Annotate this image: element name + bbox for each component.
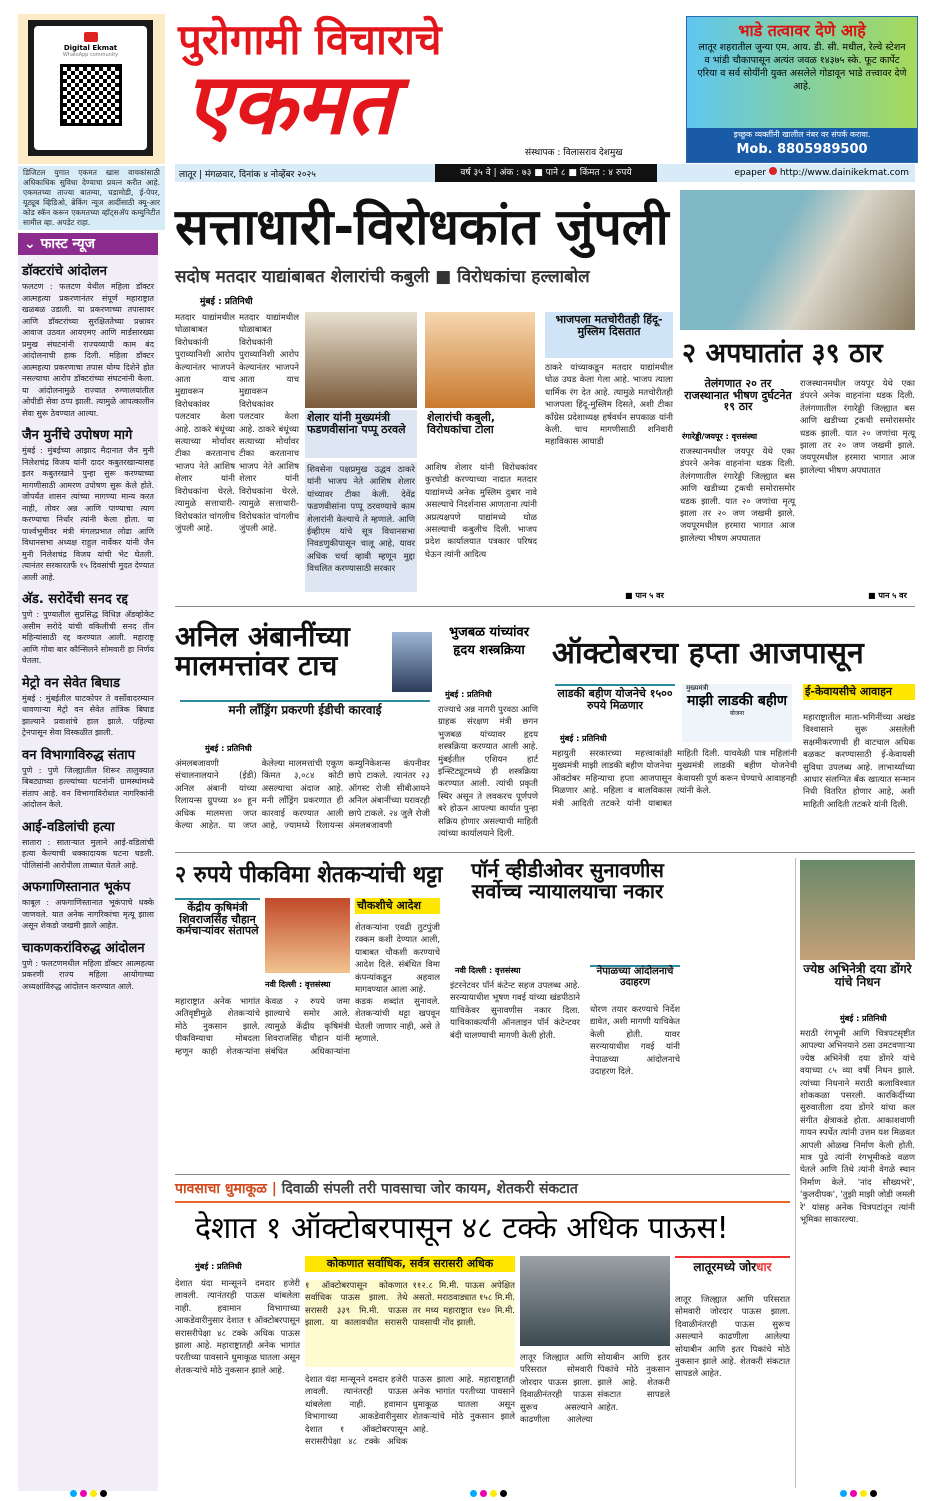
rain-kicker-text: दिवाळी संपली तरी पावसाचा जोर कायम, शेतकरी संकटात [281,1181,578,1197]
ekmat-logo-icon [84,32,98,42]
anil-ambani-photo [392,632,432,692]
pikvima-byline: नवी दिल्ली : वृत्तसंस्था [265,980,331,989]
accident-jump: ■ पान ५ वर [868,591,907,600]
rain-body-2: देशात यंदा मान्सूनने दमदार हजेरी लावली. त्यानंतरही पाऊस थांबलेला नाही. हवामान विभागाच्या आकडेवारीनुसार देशात १ ऑक्टोबरपासून सरासरीपेक्षा ४८ टक्के अधिक पाऊस झाला आहे. महाराष्ट्रातही अनेक भागांत परतीच्या पावसाने धुमाकूळ घातला असून शेतकऱ्यांचे मोठे नुकसान झाले आहे. [305,1375,515,1448]
lead-subhead: सदोष मतदार याद्यांबाबत शेलारांची कबुली ■ विरोधकांचा हल्लाबोल [175,267,590,287]
fast-news-body: फलटण : फलटण येथील महिला डॉक्टर आत्महत्या प्रकरणानंतर संपूर्ण महाराष्ट्रात खळबळ उडाली. या प्रकरणाच्या तपासावर आणि डॉक्टरांच्या सुरक्षिततेच्या प्रश्नावर आवाज उठवत आयएमए आणि मार्डसारख्या प्रमुख संघटनांनी राज्यव्यापी काम बंद आंदोलनाची हाक दिली. महिला डॉक्टर आत्महत्या प्रकरणाचा तपास योग्य दिशेने होत नसल्याचा आरोप डॉक्टरांच्या संघटनांनी केला. या आंदोलनामुळे राज्यात रुग्णालयांतील ओपीडी सेवा ठप्प झाली. त्यामुळे आपत्कालीन सेवा सुरू ठेवण्यात आल्या. [22,282,154,418]
inquiry-body: शेतकऱ्यांना एवढी तुटपुंजी रक्कम कशी देण्यात आली, याबाबत चौकशी करण्याचे आदेश दिले. संबंधित विमा कंपन्यांकडून अहवाल मागवण्यात आला आहे. [355,923,440,996]
issue-info: वर्ष ३५ वे | अंक : ७३ ■ पाने ८ ■ किंमत : ४ रुपये [435,164,657,182]
fast-news-header [18,233,158,255]
rain-kicker-line: पावसाचा धुमाकूळ | दिवाळी संपली तरी पावसाचा जोर कायम, शेतकरी संकटात [175,1181,578,1197]
masthead-tagline: पुरोगामी विचाराचे [178,15,442,64]
rain-kicker [175,1180,790,1203]
accident-headline: २ अपघातांत ३९ ठार [682,338,883,369]
pikvima-headline: २ रुपये पीकविमा शेतकऱ्यांची थट्टा [175,862,443,888]
daya-body: मराठी रंगभूमी आणि चित्रपटसृष्टीत आपल्या अभिनयाने ठसा उमटवणाऱ्या ज्येष्ठ अभिनेत्री दया डोंगरे यांचे वयाच्या ८५ व्या वर्षी निधन झाले. त्यांच्या निधनाने मराठी कलाविश्वात शोककळा पसरली. कारकिर्दीच्या सुरुवातीला दया डोंगरे यांचा कल संगीत क्षेत्राकडे होता. आकाशवाणी गायन स्पर्धेत त्यांनी उत्तम यश मिळवत आपली ओळख निर्माण केली होती. मात्र पुढे त्यांनी रंगभूमीकडे वळण घेतले आणि तिथे त्यांनी वेगळे स्थान निर्माण केले. 'नांद सौख्यभरे', 'कुलदीपक', 'तुझी माझी जोडी जमली रे' यांसह अनेक चित्रपटांतून त्यांनी भूमिका साकारल्या. [800,1029,915,1226]
qr-promo [18,14,165,164]
website-link[interactable]: http://www.dainikekmat.com [779,168,909,178]
fast-news-body: मुंबई : मुंबईच्या आझाद मैदानात जैन मुनी निलेशचंद्र विजय यांनी दादर कबुतरखान्यासह इतर कबुतरखाने पुन्हा सुरू करण्याच्या मागणीसाठी आमरण उपोषण सुरू केले होते. जोपर्यंत शासन त्यांच्या मागण्या मान्य करत नाही, तोवर अन्न आणि पाण्याचा त्याग करण्याचा निर्धार त्यांनी केला होता. या पार्श्वभूमीवर मंत्री मंगलप्रभात लोढा आणि विधानसभा अध्यक्ष राहुल नार्वेकर यांनी जैन मुनी निलेशचंद्र विजय यांची भेट घेतली. त्यानंतर सरकारतर्फे १५ दिवसांची मुदत देण्यात आली आहे. [22,446,154,582]
ekyc-title: ई-केवायसीचे आवाहन [803,684,915,700]
logo-bottom: योजना [729,710,745,717]
bhujbal-body: राज्याचे अन्न नागरी पुरवठा आणि ग्राहक संरक्षण मंत्री छगन भुजबळ यांच्यावर हृदय शस्त्रक्रिया करण्यात आली आहे. मुंबईतील एशियन हार्ट इन्स्टिट्यूटमध्ये ही शस्त्रक्रिया करण्यात आली. त्यांची प्रकृती स्थिर असून ते लवकरच पूर्णपणे बरे होऊन आपल्या कार्यात पुन्हा सक्रिय होणार असल्याची माहिती त्यांच्या कार्यालयाने दिली. [438,705,538,840]
bhujbal-byline: मुंबई : प्रतिनिधी [445,690,492,699]
lead-byline: मुंबई : प्रतिनिधी [200,297,253,307]
ad-body: लातूर शहरातील जुन्या एम. आय. डी. सी. मधील, रेल्वे स्टेशन व भांडी चौकापासून अत्यंत जवळ १४३७५ स्के. फूट कार्पेट एरिया व सर्व सोयींनी युक्त असलेले गोडावून भाडे तत्त्वावर देणे आहे. [697,42,907,92]
accident-subhead: तेलंगणात २० तर राजस्थानात भीषण दुर्घटनेत १९ ठार [684,377,792,414]
fast-news-body: सातारा : साताऱ्यात मुलाने आई-वडिलांची हत्या केल्याची धक्कादायक घटना घडली. पोलिसांनी आरोपीला ताब्यात घेतले आहे. [22,837,154,870]
logo-top: मुख्यमंत्री [686,684,709,692]
latur-body: लातूर जिल्ह्यात आणि परिसरात सोमवारी जोरदार पाऊस झाला. दिवाळीनंतरही पाऊस सुरूच असल्याने काढणीला आलेल्या सोयाबीन आणि इतर पिकांचे मोठे नुकसान झाले आहे. शेतकरी संकटात सापडले आहेत. [520,1353,670,1426]
epaper-icon [769,167,777,175]
ambani-headline: अनिल अंबानींच्या मालमत्तांवर टाच [175,620,350,683]
inquiry-tag: चौकशीचे आदेश [355,898,440,914]
masthead-logo: एकमत [185,55,395,153]
ladki-bahin-logo [682,684,792,742]
rain-body: देशात यंदा मान्सूनने दमदार हजेरी लावली. त्यानंतरही पाऊस थांबलेला नाही. हवामान विभागाच्या आकडेवारीनुसार देशात १ ऑक्टोबरपासून सरासरीपेक्षा ४८ टक्के अधिक पाऊस झाला आहे. महाराष्ट्रातही अनेक भागांत परतीच्या पावसाने धुमाकूळ घातला असून शेतकऱ्यांचे मोठे नुकसान झाले आहे. [175,1279,300,1376]
pikvima-subhead: केंद्रीय कृषिमंत्री शिवराजसिंह चौहान कर्मचाऱ्यांवर संतापले [175,898,260,937]
porn-body: इंटरनेटवर पॉर्न कंटेन्ट सहज उपलब्ध आहे. सरन्यायाधीश भूषण गवई यांच्या खंडपीठाने याचिकेवर सुनावणीस नकार दिला. याचिकाकर्त्यांनी ऑनलाइन पॉर्न कंटेन्टवर बंदी घालण्याची मागणी केली होती. [450,981,580,1041]
ladki-body: महायुती सरकारच्या महत्त्वाकांक्षी मुख्यमंत्री माझी लाडकी बहीण योजनेचा ऑक्टोबर महिन्याचा हप्ता आजपासून मिळणार आहे. महिला व बालविकास मंत्री आदिती तटकरे यांनी याबाबत माहिती दिली. याचवेळी पात्र महिलांनी मुख्यमंत्री लाडकी बहीण योजनेची केवायसी पूर्ण करून घेण्याचे आवाहनही त्यांनी केले. [552,749,797,809]
lead-col2: शिवसेना पक्षप्रमुख उद्धव ठाकरे यांनी भाजप नेते आशिष शेलार यांच्यावर टीका केली. देवेंद्र फडणवीसांना पप्पू ठरवण्याचे काम शेलारांनी केल्याचे ते म्हणाले. आणि ईव्हीएम यांचे सूत्र विधानसभा निवडणुकीपासून चालू आहे, यावर अधिक चर्चा व्हावी म्हणून मुद्दा विचलित करण्यासाठी सरकार [305,462,417,592]
uddhav-thackeray-photo [305,312,417,408]
latur-body-2: लातूर जिल्ह्यात आणि परिसरात सोमवारी जोरदार पाऊस झाला. दिवाळीनंतरही पाऊस सुरूच असल्याने काढणीला आलेल्या सोयाबीन आणि इतर पिकांचे मोठे नुकसान झाले आहे. शेतकरी संकटात सापडले आहेत. [675,1295,790,1380]
fast-news-headline: डॉक्टरांचे आंदोलन [22,264,108,279]
registration-marks [840,1490,877,1497]
daya-headline: ज्येष्ठ अभिनेत्री दया डोंगरे यांचे निधन [803,962,912,989]
pikvima-body: महाराष्ट्रात अनेक भागांत अतिवृष्टीमुळे शेतकऱ्यांचे मोठे नुकसान झाले. पीकविम्याचा मोबदला म्हणून काही शेतकऱ्यांना केवळ २ रुपये जमा झाल्याचे समोर आले. त्यामुळे केंद्रीय कृषिमंत्री शिवराजसिंह चौहान यांनी संबंधित अधिकाऱ्यांना कडक शब्दांत सुनावले. शेतकऱ्यांची थट्टा खपवून घेतली जाणार नाही, असे ते म्हणाले. [175,997,440,1057]
shivraj-chouhan-photo [265,898,350,973]
fast-news-body: पुणे : पुणे जिल्ह्यातील शिरूर तालुक्यात बिबट्याच्या हल्ल्यांच्या घटनांनी ग्रामस्थांमध्ये संताप आहे. वन विभागाविरोधात नागरिकांनी आंदोलन केले. [22,765,154,809]
caption-shelar-kabuli: शेलारांची कबुली, विरोधकांचा टोला [427,411,496,436]
founder-line: संस्थापक : विलासराव देशमुख [525,148,623,158]
chevron-down-icon: ⌄ [24,236,36,252]
nepal-body: धोरण तयार करण्याचे निर्देश द्यावेत, अशी मागणी याचिकेत केली होती. यावर सरन्यायाधीश गवई यांनी नेपाळच्या आंदोलनाचे उदाहरण दिले. [590,1005,680,1078]
rain-box-title: कोकणात सर्वाधिक, सर्वत्र सरासरी अधिक [305,1256,515,1272]
ad-contact: इच्छुक व्यक्तींनी खालील नंबर वर संपर्क करावा. [733,130,871,139]
ad-title: भाडे तत्वावर देणे आहे [738,21,866,40]
lead-col1b: मतदार याद्यांमधील घोळाबाबत विरोधकांनी पुराव्यानिशी आरोप केल्यानंतर भाजपने आता याच मुद्यावरून विरोधकांवर पलटवार केला आहे. ठाकरे बंधूंच्या सत्याच्या मोर्चावर टीका करतानाच भाजप नेते आशिष शेलार यांनी विरोधकांना घेरले. त्यामुळे सत्ताधारी-विरोधकांत चांगलीच जुंपली आहे. [239,313,299,534]
rain-byline: मुंबई : प्रतिनिधी [195,1262,242,1271]
fast-news-body: पुणे : फलटणमधील महिला डॉक्टर आत्महत्या प्रकरणी राज्य महिला आयोगाच्या अध्यक्षांविरुद्ध आंदोलन करण्यात आले. [22,958,154,991]
qr-note: डिजिटल युगात एकमत खास वाचकांसाठी अधिकाधिक सुविधा देण्याचा प्रयत्न करीत आहे. एकमतच्या ताज्या बातम्या, घडामोडी, ई-पेपर, यूट्यूब व्हिडिओ, ब्रेकिंग न्यूज आदींसाठी क्यू-आर कोड स्कॅन करून एकमतच्या व्हॉट्सअ‍ॅप कम्युनिटीत सामील व्हा. अपडेट राहा. [18,166,165,230]
rain-box-body: १ ऑक्टोबरपासून कोकणात सर्वाधिक पाऊस झाला. तेथे सरासरी ३३९ मि.मी. पाऊस झाला. या कालावधीत सरासरी ११२.८ मि.मी. पाऊस अपेक्षित असतो. मराठवाड्यात १५८ मि.मी. तर मध्य महाराष्ट्रात १४० मि.मी. पावसाची नोंद झाली. [305,1280,515,1367]
ladki-headline: ऑक्टोबरचा हप्ता आजपासून [552,636,864,671]
fast-news-headline: आई-वडिलांची हत्या [22,819,115,835]
epaper-label: epaper [734,168,767,178]
latur-title-highlight: धार [756,1260,772,1274]
accident-body: राजस्थानमधील जयपूर येथे एका डंपरने अनेक वाहनांना धडक दिली. तेलंगणातील रंगारेड्डी जिल्ह्यात बस आणि खडीच्या ट्रकची समोरासमोर धडक झाली. यात २० जणांचा मृत्यू झाला तर २० जण जखमी झाले. जयपूरमधील हरमारा भागात आज झालेल्या भीषण अपघातात [680,447,795,544]
registration-marks [470,1490,507,1497]
fast-news-headline: चाकणकरांविरुद्ध आंदोलन [22,940,145,956]
accident-photo [680,190,915,330]
rental-ad [686,16,918,163]
ladki-byline: मुंबई : प्रतिनिधी [560,734,607,743]
logo-main: माझी लाडकी बहीण [686,693,788,709]
fast-news-body: काबूल : अफगाणिस्तानात भूकंपाचे धक्के जाणवले. यात अनेक नागरिकांचा मृत्यू झाला असून शेकडो जखमी झाले आहेत. [22,898,154,930]
ambani-byline: मुंबई : प्रतिनिधी [205,744,252,753]
lead-col3: आशिष शेलार यांनी विरोधकांवर कुरघोडी करण्याच्या नादात मतदार याद्यांमध्ये अनेक मुस्लिम दुबार नावे असल्याचे निदर्शनास आणताना त्यांनी अप्रत्यक्षपणे याद्यांमध्ये घोळ असल्याची कबुलीच दिली. भाजप प्रदेश कार्यालयात पत्रकार परिषद घेऊन त्यांनी आदित्य [425,463,537,560]
bjp-sidebar-title: भाजपला मतचोरीतही हिंदू-मुस्लिम दिसतात [545,312,673,358]
ashish-shelar-photo [425,312,535,408]
ad-mobile[interactable]: Mob. 8805989500 [736,142,868,157]
daya-dongre-photo [800,860,915,960]
fast-news-body: मुंबई : मुंबईतील घाटकोपर ते वर्सोवादरम्यान धावणाऱ्या मेट्रो वन सेवेत तांत्रिक बिघाड झाल्याने प्रवाशांचे हाल झाले. पहिल्या ट्रेनपासून सेवा विस्कळीत झाली. [22,693,154,737]
accident-body-2: राजस्थानमधील जयपूर येथे एका डंपरने अनेक वाहनांना धडक दिली. तेलंगणातील रंगारेड्डी जिल्ह्यात बस आणि खडीच्या ट्रकची समोरासमोर धडक झाली. यात २० जणांचा मृत्यू झाला तर २० जण जखमी झाले. जयपूरमधील हरमारा भागात आज झालेल्या भीषण अपघातात [800,379,915,476]
latur-title-main: लातूरमध्ये जोर [693,1260,757,1274]
rain-headline: देशात १ ऑक्टोबरपासून ४८ टक्के अधिक पाऊस! [195,1211,729,1246]
fast-news-headline: अफगाणिस्तानात भूकंप [22,880,131,895]
fast-news-headline: मेट्रो वन सेवेत बिघाड [22,675,120,691]
lead-jump: ■ पान ५ वर [625,591,664,600]
porn-headline: पॉर्न व्हीडीओवर सुनावणीस सर्वोच्च न्यायालयाचा नकार [471,858,664,903]
nepal-subhead: नेपाळच्या आंदोलनाचे उदाहरण [590,965,680,988]
porn-byline: नवी दिल्ली : वृत्तसंस्था [455,966,521,975]
registration-marks [70,1490,107,1497]
latur-title [675,1256,790,1274]
fast-news-column [18,233,158,1491]
dateline-bar [175,164,915,182]
accident-byline: रंगारेड्डी/जयपूर : वृत्तसंस्था [682,432,758,441]
ladki-subhead: लाडकी बहीण योजनेचे १५०० रुपये मिळणार [555,684,675,711]
qr-code-icon[interactable] [60,64,122,126]
lead-col1: मतदार याद्यांमधील घोळाबाबत विरोधकांनी पुराव्यानिशी आरोप केल्यानंतर भाजपने आता याच मुद्यावरून विरोधकांवर पलटवार केला आहे. ठाकरे बंधूंच्या सत्याच्या मोर्चावर टीका करतानाच भाजप नेते आशिष शेलार यांनी विरोधकांना घेरले. त्यामुळे सत्ताधारी-विरोधकांत चांगलीच जुंपली आहे. [175,313,235,534]
ambani-subhead: मनी लॉंड्रिंग प्रकरणी ईडीची कारवाई [180,700,430,717]
ekyc-body: महाराष्ट्रातील माता-भगिनींच्या अखंड विश्वासाने सुरू असलेली सक्षमीकरणाची ही वाटचाल अधिक बळकट करण्यासाठी ई-केवायसी सुविधा उपलब्ध आहे. लाभार्थ्यांच्या आधार संलग्नित बँक खात्यात सन्मान निधी वितरित होणार आहे, अशी माहिती आदिती तटकरे यांनी दिली. [803,713,915,810]
date: लातूर | मंगळवार, दिनांक ४ नोव्हेंबर २०२५ [179,170,316,180]
daya-byline: मुंबई : प्रतिनिधी [840,1014,887,1023]
rain-kicker-label: पावसाचा धुमाकूळ [175,1181,267,1197]
qr-subtitle: WhatsApp community [62,52,119,58]
bhujbal-headline: भुजबळ यांच्यांवर हृदय शस्त्रक्रिया [448,625,530,658]
caption-shelar: शेलार यांनी मुख्यमंत्री फडणवीसांना पप्पू ठरवले [305,410,417,458]
lead-headline: सत्ताधारी-विरोधकांत जुंपली [175,198,669,256]
fast-news-body: पुणे : पुण्यातील सुप्रसिद्ध विधिज्ञ अ‍ॅडव्होकेट असीम सरोदे यांची वकिलीची सनद तीन महिन्यांसाठी रद्द करण्यात आली. महाराष्ट्र आणि गोवा बार कौन्सिलने सोमवारी हा निर्णय घेतला. [22,610,154,665]
bjp-sidebar-body: ठाकरे यांच्याकडून मतदार याद्यांमधील घोळ उघड केला गेला आहे. भाजप त्याला धार्मिक रंग देत आहे. त्यामुळे मतचोरीतही भाजपला हिंदू-मुस्लिम दिसते, अशी टीका काँग्रेस प्रदेशाध्यक्ष हर्षवर्धन सपकाळ यांनी केली. चाच मागणीसाठी शनिवारी महाविकास आघाडी [545,363,673,448]
qr-title: Digital Ekmat [63,44,118,52]
fast-news-headline: वन विभागाविरुद्ध संताप [22,747,135,763]
fast-news-headline: अ‍ॅड. सरोदेंची सनद रद्द [22,592,128,607]
rain-photo [520,1256,670,1346]
fast-news-headline: जैन मुनींचे उपोषण मागे [22,428,133,443]
ambani-body: अंमलबजावणी संचालनालयाने (ईडी) अनिल अंबानी यांच्या रिलायन्स ग्रुपच्या ४० हून अधिक मालमत्ता जप्त केल्या आहेत. या जप्त केलेल्या मालमत्तांची एकूण किंमत ३,०८४ कोटी असल्याचा अंदाज आहे. मनी लॉंड्रिंग प्रकरणात ही कारवाई करण्यात आली आहे, ज्यामध्ये रिलायन्स कम्युनिकेशन्स कंपनीवर छापे टाकले. त्यानंतर २३ ऑगस्ट रोजी सीबीआयने अनिल अंबानींच्या घरावरही छापे टाकले. २४ जुलै रोजी अंमलबजावणी [175,759,430,832]
fast-news-title: फास्ट न्यूज [40,236,96,252]
